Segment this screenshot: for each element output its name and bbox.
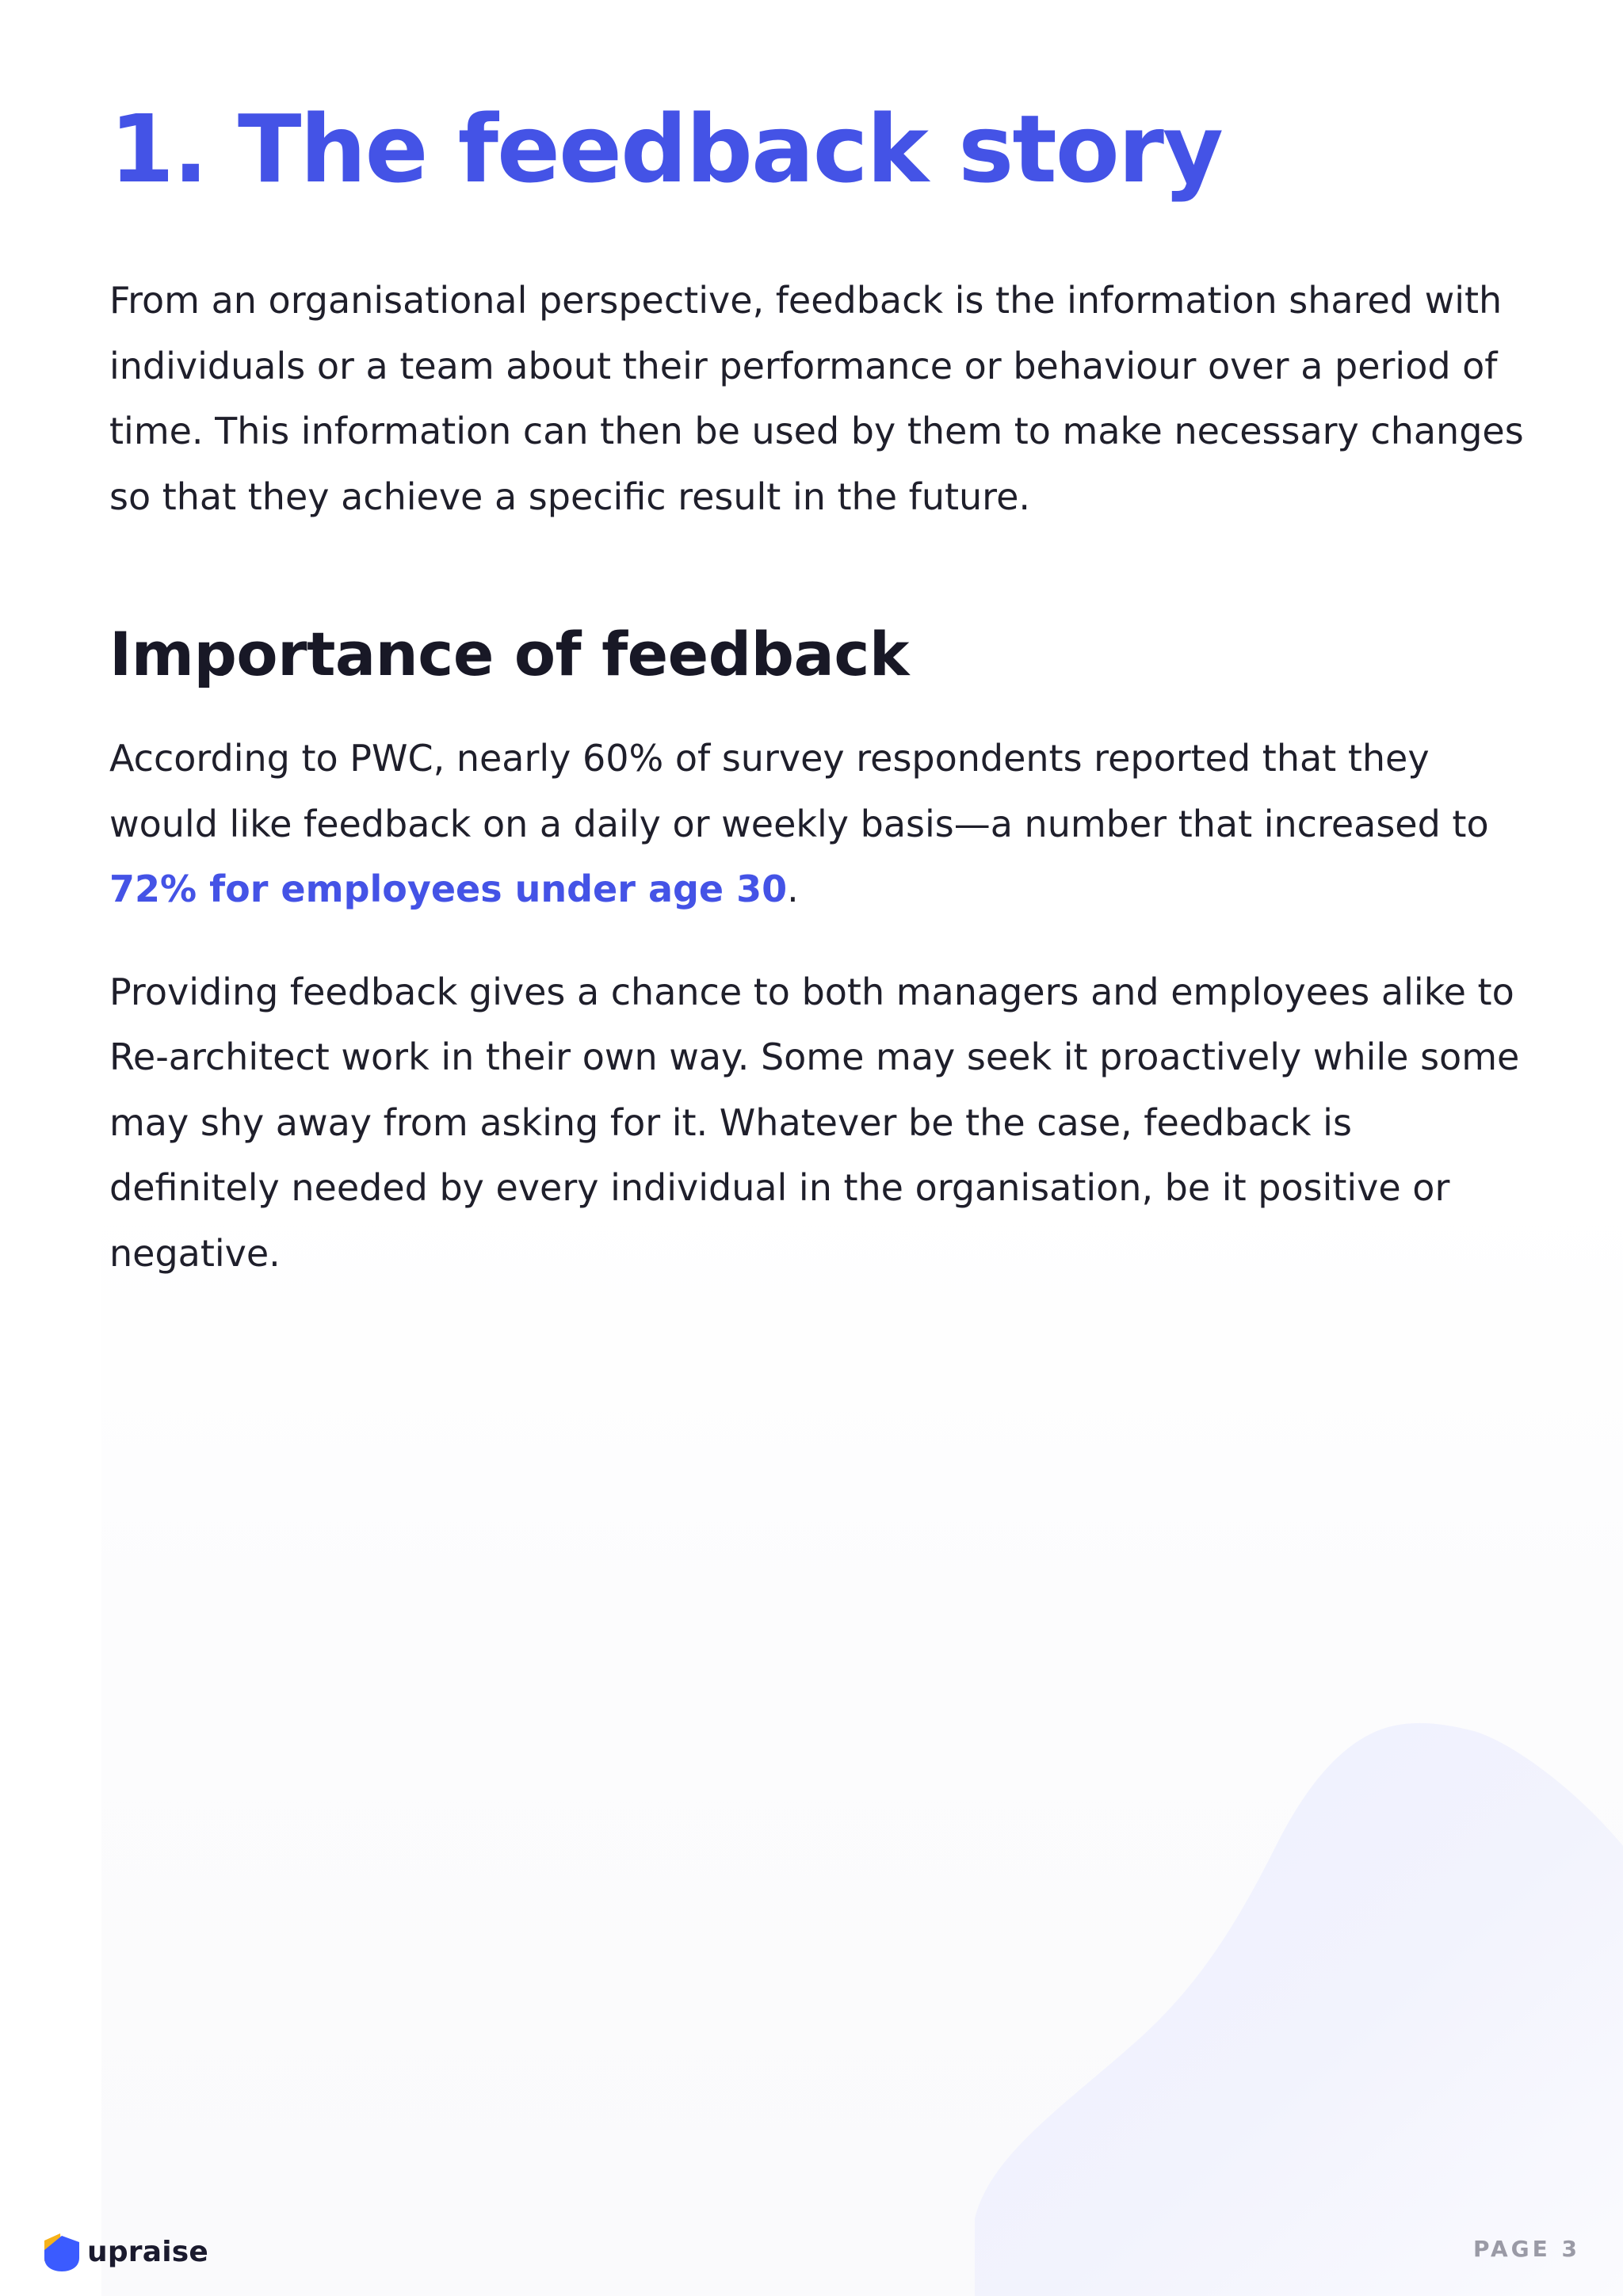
pwc-statistic-text: According to PWC, nearly 60% of survey respondents reported that they would like feedback on a daily or weekly basis—a number that increased to: [109, 737, 1489, 845]
page-number: PAGE 3: [1473, 2236, 1580, 2262]
intro-paragraph: From an organisational perspective, feedback is the information shared with individuals or a team about their performance or behaviour over a period of time. This information can then be used by them to make necessary changes so that they achieve a specific result in the future.: [109, 279, 1524, 518]
feedback-benefit-paragraph: Providing feedback gives a chance to both managers and employees alike to Re-architect work in their own way. Some may seek it proactively while some may shy away from asking for it. Whatever be the case, feedback is definitely needed by every individual in the organisation, be it positive or negative.: [109, 970, 1520, 1275]
section-heading-importance: Importance of feedback: [109, 619, 909, 689]
page-title: 1. The feedback story: [109, 94, 1222, 204]
footer-brand: [43, 2229, 208, 2274]
paragraph-end-punctuation: .: [787, 868, 799, 910]
pwc-statistic-paragraph: [109, 726, 1528, 922]
upraise-logo-icon: [43, 2231, 81, 2272]
page-content: [109, 93, 1528, 1286]
brand-name: upraise: [87, 2235, 209, 2268]
highlighted-statistic: 72% for employees under age 30: [109, 868, 788, 910]
